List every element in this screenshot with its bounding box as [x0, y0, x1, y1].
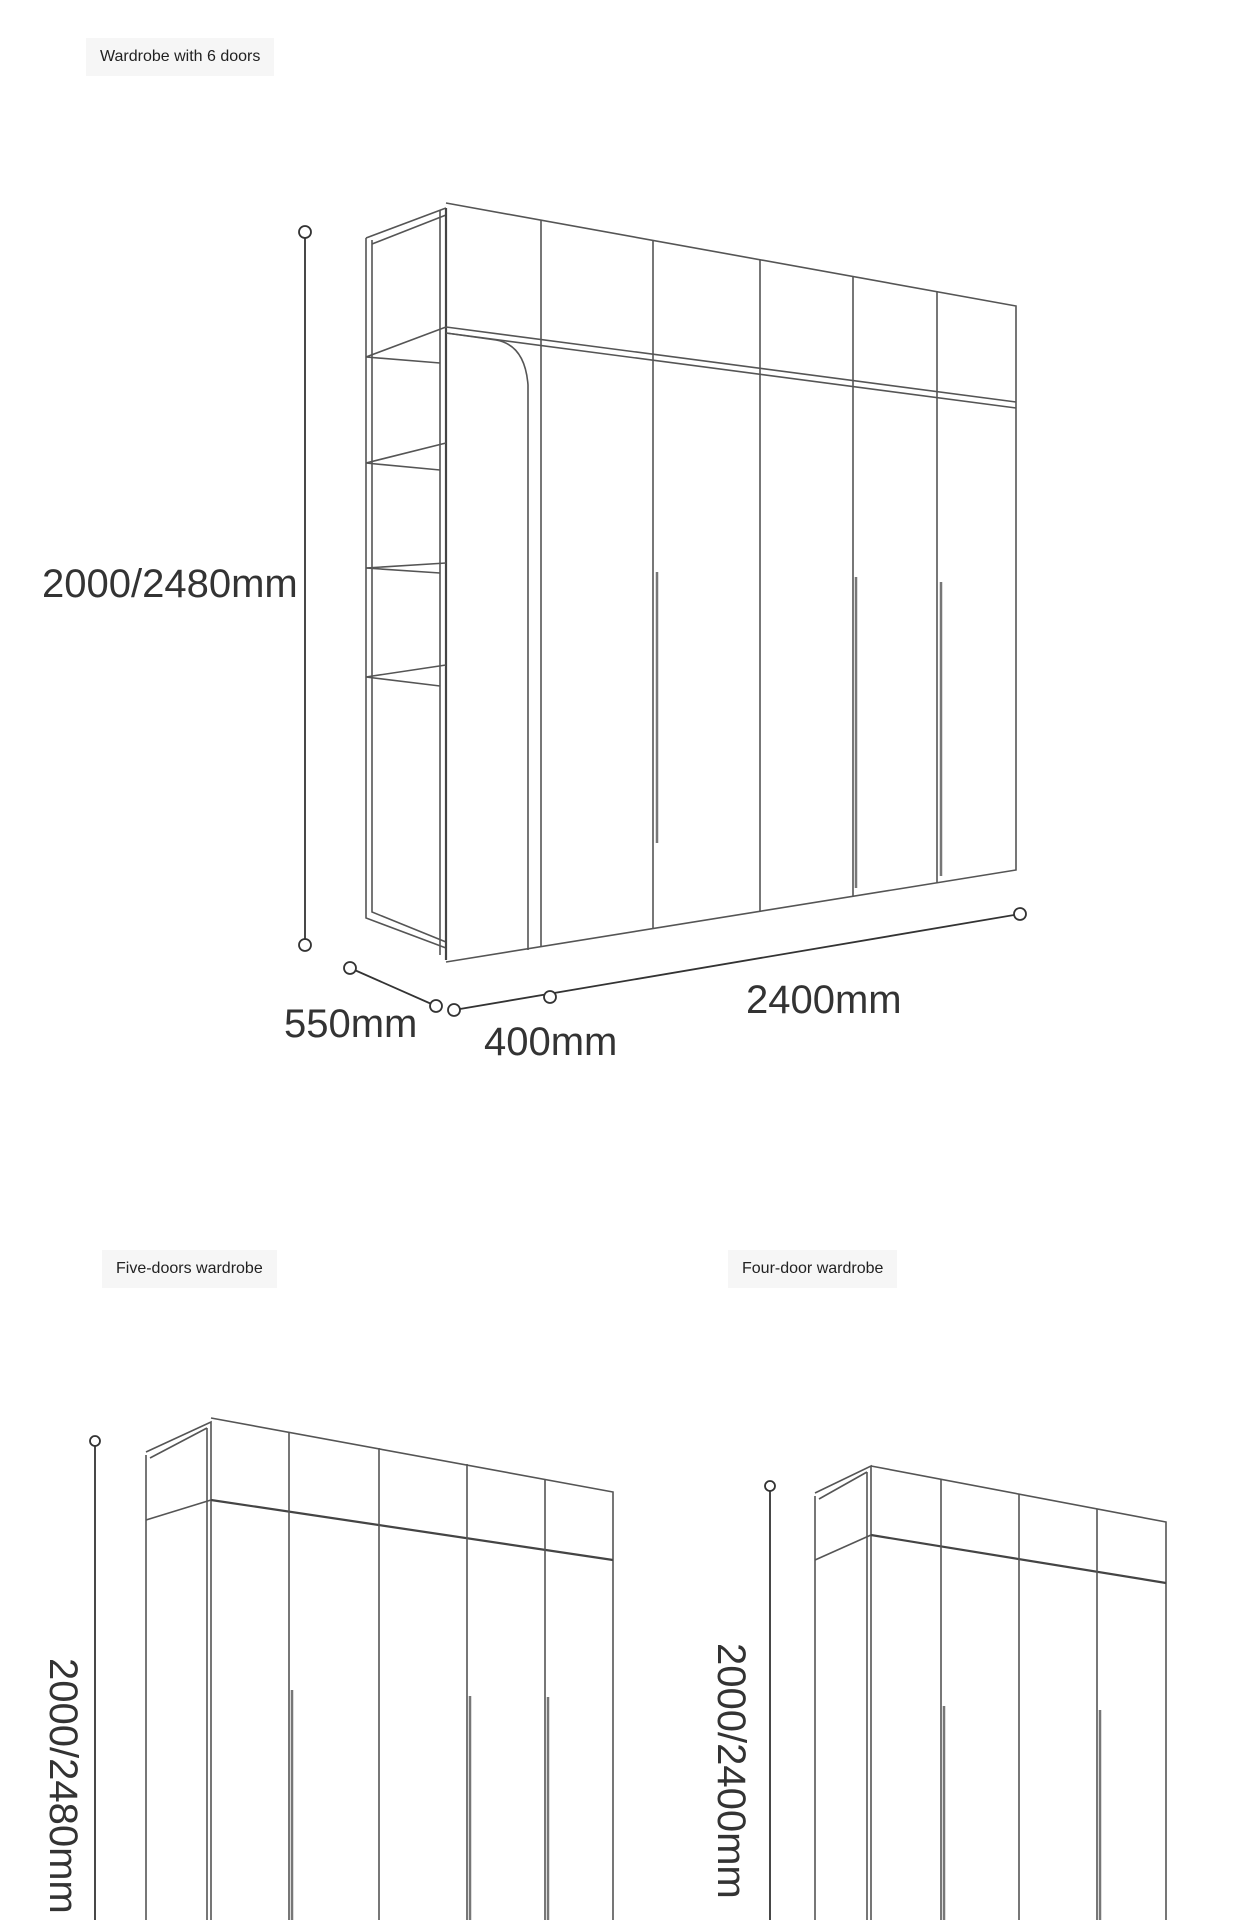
six-door-depth-label: 550mm — [284, 1002, 418, 1046]
six-door-height-label: 2000/2480mm — [42, 562, 298, 606]
six-door-title: Wardrobe with 6 doors — [86, 38, 274, 76]
six-door-wardrobe-drawing — [299, 203, 1026, 1016]
four-door-title: Four-door wardrobe — [728, 1250, 897, 1288]
five-door-height-label: 2000/2480mm — [41, 1658, 85, 1914]
four-door-wardrobe-drawing — [765, 1466, 1166, 1920]
four-door-height-label: 2000/2400mm — [709, 1643, 753, 1899]
six-door-width-label: 2400mm — [746, 978, 902, 1022]
five-door-wardrobe-drawing — [90, 1418, 613, 1920]
six-door-side-label: 400mm — [484, 1020, 618, 1064]
five-door-title: Five-doors wardrobe — [102, 1250, 277, 1288]
